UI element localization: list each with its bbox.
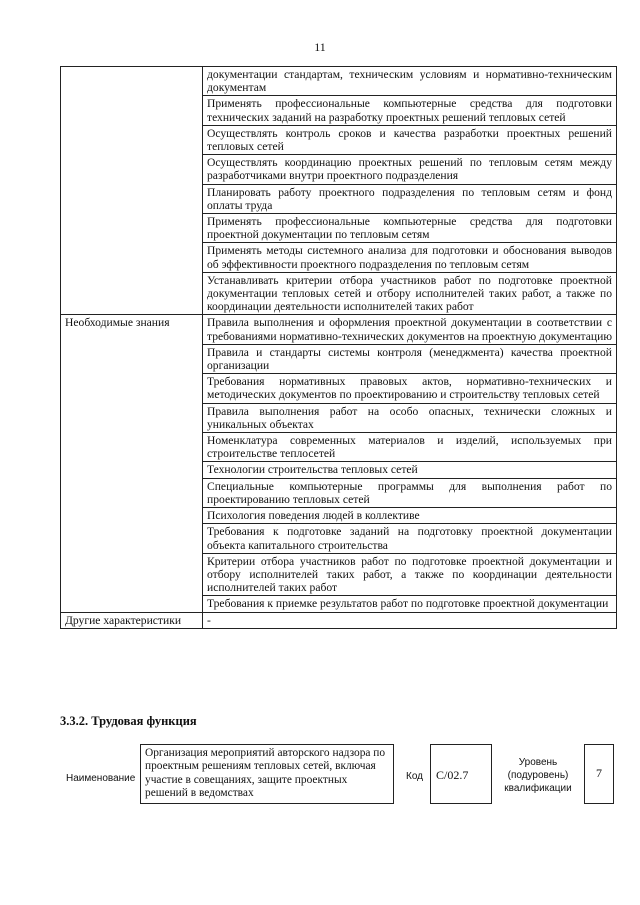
table-row	[61, 612, 617, 628]
skill-cell: Устанавливать критерии отбора участников работ по подготовке проектной документации тепловых сетей и отбору исполнителей таких работ, а также по координации деятельности исполнителей таких работ	[203, 272, 617, 315]
knowledge-cell: Технологии строительства тепловых сетей	[203, 462, 617, 478]
skill-cell: Осуществлять координацию проектных решений по тепловым сетям между разработчиками внутри проектного подразделения	[203, 155, 617, 184]
knowledge-cell: Правила и стандарты системы контроля (менеджмента) качества проектной организации	[203, 344, 617, 373]
knowledge-label: Необходимые знания	[61, 315, 203, 612]
empty-label-cell	[61, 67, 203, 315]
knowledge-cell: Номенклатура современных материалов и изделий, используемых при строительстве теплосетей	[203, 433, 617, 462]
skill-cell: документации стандартам, техническим условиям и нормативно-техническим документам	[203, 67, 617, 96]
page-number: 11	[314, 40, 326, 54]
section-heading: 3.3.2. Трудовая функция	[60, 714, 197, 728]
table-row	[61, 315, 617, 344]
skill-cell: Применять методы системного анализа для подготовки и обоснования выводов об эффективности проектного подразделения по тепловым сетям	[203, 243, 617, 272]
level-label: Уровень (подуровень) квалификации	[504, 757, 572, 794]
code-value: C/02.7	[430, 744, 492, 804]
knowledge-cell: Критерии отбора участников работ по подготовке проектной документации и отбору исполнителей таких работ, а также по координации деятельности исполнителей таких работ	[203, 553, 617, 596]
knowledge-cell: Правила выполнения и оформления проектной документации в соответствии с требованиями нормативно-технических документов на проектную документацию	[203, 315, 617, 344]
knowledge-cell: Правила выполнения работ на особо опасных, технически сложных и уникальных объектах	[203, 403, 617, 432]
other-value: -	[203, 612, 617, 628]
table-row	[61, 67, 617, 96]
name-value: Организация мероприятий авторского надзора по проектным решениям тепловых сетей, включая участие в совещаниях, защите проектных решений в ведомствах	[140, 744, 394, 804]
knowledge-cell: Требования к подготовке заданий на подготовку проектной документации объекта капитального строительства	[203, 524, 617, 553]
knowledge-cell: Специальные компьютерные программы для выполнения работ по проектированию тепловых сетей	[203, 478, 617, 507]
name-label: Наименование	[66, 773, 136, 784]
other-label: Другие характеристики	[61, 612, 203, 628]
skill-cell: Применять профессиональные компьютерные средства для подготовки технических заданий на разработку проектных решений тепловых сетей	[203, 96, 617, 125]
skill-cell: Осуществлять контроль сроков и качества разработки проектных решений тепловых сетей	[203, 125, 617, 154]
level-value: 7	[584, 744, 614, 804]
knowledge-cell: Требования к приемке результатов работ по подготовке проектной документации	[203, 596, 617, 612]
labor-function-row	[60, 744, 620, 808]
skill-cell: Применять профессиональные компьютерные средства для подготовки проектной документации по тепловым сетям	[203, 214, 617, 243]
knowledge-cell: Психология поведения людей в коллективе	[203, 508, 617, 524]
code-label: Код	[406, 771, 424, 782]
knowledge-cell: Требования нормативных правовых актов, нормативно-технических и методических документов по проектированию и строительству тепловых сетей	[203, 374, 617, 403]
requirements-table	[60, 66, 617, 629]
skill-cell: Планировать работу проектного подразделения по тепловым сетям и фонд оплаты труда	[203, 184, 617, 213]
